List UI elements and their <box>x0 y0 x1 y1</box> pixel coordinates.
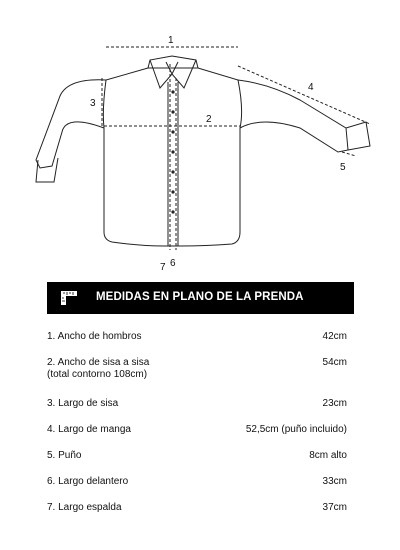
measurement-value: 54cm <box>322 357 347 368</box>
measurement-label: 6. Largo delantero <box>47 476 129 487</box>
measurement-value: 52,5cm (puño incluido) <box>245 424 347 435</box>
measurement-value: 42cm <box>322 331 347 342</box>
measure-line-sleeve <box>238 66 370 124</box>
measurement-value: 8cm alto <box>309 450 347 461</box>
shirt-body-outline <box>103 68 241 246</box>
marker-2: 2 <box>206 114 212 125</box>
measurement-label: 3. Largo de sisa <box>47 398 119 409</box>
marker-4: 4 <box>308 82 314 93</box>
ruler-icon <box>60 290 78 306</box>
marker-3: 3 <box>90 98 96 109</box>
measurement-value: 37cm <box>322 502 347 513</box>
measurement-value: 23cm <box>322 398 347 409</box>
left-cuff <box>36 158 58 182</box>
measurement-label: 1. Ancho de hombros <box>47 331 142 342</box>
marker-7: 7 <box>160 262 166 273</box>
measurement-sublabel: (total contorno 108cm) <box>47 369 148 380</box>
right-cuff <box>346 122 370 150</box>
shirt-buttons <box>171 90 174 213</box>
marker-1: 1 <box>168 35 174 46</box>
marker-5: 5 <box>340 162 346 173</box>
measurement-label: 4. Largo de manga <box>47 424 131 435</box>
left-sleeve <box>36 80 106 168</box>
measurement-label: 7. Largo espalda <box>47 502 122 513</box>
shirt-collar <box>148 56 198 88</box>
banner-title: MEDIDAS EN PLANO DE LA PRENDA <box>96 291 304 303</box>
right-sleeve <box>238 80 348 152</box>
measure-line-cuff <box>342 152 356 156</box>
measurement-label: 5. Puño <box>47 450 82 461</box>
measurements-banner <box>47 282 354 314</box>
measurement-label: 2. Ancho de sisa a sisa <box>47 357 150 368</box>
measurement-value: 33cm <box>322 476 347 487</box>
marker-6: 6 <box>170 258 176 269</box>
